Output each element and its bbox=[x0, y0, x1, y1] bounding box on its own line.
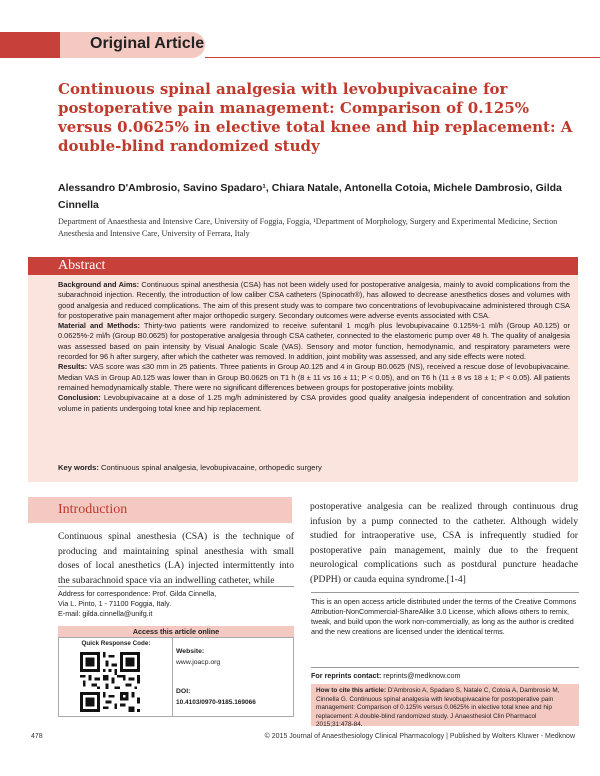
abstract-header bbox=[28, 257, 578, 275]
affiliations: Department of Anaesthesia and Intensive Care, University of Foggia, Foggia, ¹Department of Morphology, Surgery and Experimental Medicine, Section Anesthesia and Intensive Care, University of Ferrara, Italy bbox=[58, 217, 558, 238]
article-type-banner bbox=[0, 32, 600, 58]
abstract-background bbox=[58, 280, 570, 321]
background-text: Continuous spinal anesthesia (CSA) has not been widely used for postoperative analgesia, mainly to avoid complications from the subarachnoid injection. Recently, the introduction of low caliber CSA catheters (Spinocath®), has allowed to decrease anesthetics doses and volumes with good analgesia and reduced complications. The aim of this present study was to compare two concentrations of levobupivacaine administered through CSA for postoperative pain management after major orthopedic surgery. Secondary outcomes were adverse events associated with CSA. bbox=[58, 280, 570, 320]
reprints-email[interactable]: reprints@medknow.com bbox=[381, 671, 461, 680]
abstract-results bbox=[58, 362, 570, 393]
results-text: VAS score was ≤30 mm in 25 patients. Three patients in Group A0.125 and 4 in Group B0.0625 (NS), received a rescue dose of levobupivacaine. Median VAS in Group A0.125 was lower than in Group B0.0625 on T1 h (8 ± 11 vs 16 ± 11; P < 0.05), and on T6 h (11 ± 8 vs 18 ± 1; P < 0.05). All patients remained hemodynamically stable. There were no significant differences between groups for postoperative joints mobility. bbox=[58, 362, 570, 392]
abstract-methods bbox=[58, 321, 570, 362]
banner-tab bbox=[60, 32, 205, 58]
abstract-conclusion bbox=[58, 393, 570, 414]
methods-text: Thirty-two patients were randomized to receive sufentanil 1 mcg/h plus levobupivacaine 0.125%-1 ml/h (Group A0.125) or 0.0625%-2 ml/h (Group B0.0625) for postoperative analgesia through CSA catheter, connected to the elastomeric pump over 48 h. The quality of analgesia was assessed based on pain intensity by Visual Analogic Scale (VAS). Sensory and motor function, hemodynamic, and respiratory parameters were recorded for 96 h after surgery, after which the catheter was removed. In addition, joint mobility was assessed, and any side effects were noted. bbox=[58, 321, 570, 362]
correspondence-email[interactable]: E-mail: gilda.cinnella@unifg.it bbox=[58, 609, 153, 618]
page-number: 478 bbox=[31, 733, 43, 740]
website-label: Website: bbox=[176, 648, 205, 655]
qr-code-icon bbox=[80, 652, 140, 712]
license-text: This is an open access article distributed under the terms of the Creative Commons Attribution-NonCommercial-ShareAlike 3.0 License, which allows others to remix, tweak, and build upon the work non-commercially, as long as the author is credited and the new creations are licensed under the identical terms. bbox=[311, 592, 579, 637]
abstract-body bbox=[58, 280, 570, 414]
author-list: Alessandro D'Ambrosio, Savino Spadaro¹, Chiara Natale, Antonella Cotoia, Michele Dambrosio, Gilda Cinnella bbox=[58, 182, 562, 211]
keywords-label: Key words: bbox=[58, 463, 99, 472]
reprints-label: For reprints contact: bbox=[311, 671, 382, 680]
access-divider bbox=[172, 638, 173, 717]
introduction-left-text: Continuous spinal anesthesia (CSA) is the technique of producing and maintaining spinal anesthesia with small doses of local anesthetics (LA) injected intermittently into the subarachnoid space via an indwelling catheter, while bbox=[58, 531, 294, 586]
keywords bbox=[58, 463, 570, 472]
results-label: Results: bbox=[58, 362, 88, 372]
introduction-header bbox=[28, 497, 292, 523]
article-type-label: Original Article bbox=[90, 35, 205, 52]
article-title: Continuous spinal analgesia with levobupivacaine for postoperative pain management: Comparison of 0.125% versus 0.0625% in elective total knee and hip replacement: A double-blind randomized study bbox=[58, 80, 573, 155]
background-label: Background and Aims: bbox=[58, 280, 140, 289]
website-link[interactable]: www.joacp.org bbox=[176, 659, 221, 666]
banner-rule bbox=[205, 57, 600, 58]
correspondence-line-1: Address for correspondence: Prof. Gilda Cinnella, bbox=[58, 589, 217, 598]
citation-text: D'Ambrosio A, Spadaro S, Natale C, Cotoia A, Dambrosio M, Cinnella G. Continuous spinal analgesia with levobupivacaine for postoperative pain management: Comparison of 0.125% versus 0.0625% in elective total knee and hip replacement: A double-blind randomized study. J Anaesthesiol Clin Pharmacol 2015;31:478-84. bbox=[316, 687, 560, 729]
reprints-info bbox=[311, 667, 579, 680]
keywords-text: Continuous spinal analgesia, levobupivacaine, orthopedic surgery bbox=[98, 463, 322, 472]
citation-label: How to cite this article: bbox=[316, 687, 386, 694]
citation-box bbox=[311, 684, 579, 729]
conclusion-text: Levobupivacaine at a dose of 1.25 mg/h administered by CSA provides good quality analgesia independent of concentration and solution volume in patients undergoing total knee and hip replacement. bbox=[58, 393, 570, 413]
correspondence-block bbox=[58, 586, 294, 619]
abstract-heading: Abstract bbox=[58, 258, 106, 273]
banner-accent bbox=[0, 32, 64, 58]
conclusion-label: Conclusion: bbox=[58, 393, 101, 403]
copyright-line: © 2015 Journal of Anaesthesiology Clinical Pharmacology | Published by Wolters Kluwer - Medknow bbox=[264, 733, 575, 740]
qr-code-label: Quick Response Code: bbox=[81, 640, 151, 647]
access-online-heading: Access this article online bbox=[58, 626, 294, 637]
correspondence-line-2: Via L. Pinto, 1 - 71100 Foggia, Italy. bbox=[58, 599, 172, 608]
introduction-heading: Introduction bbox=[58, 502, 128, 517]
doi-label: DOI: bbox=[176, 688, 191, 695]
introduction-right-text: postoperative analgesia can be realized through continuous drug infusion by a pump connected to the catheter. Although widely studied for intraoperative use, CSA is infrequently studied for postoperative pain management, mainly due to the frequent neurological complications such as postdural puncture headache (PDPH) or cauda equina syndrome.[1-4] bbox=[310, 501, 578, 585]
doi-link[interactable]: 10.4103/0970-9185.169066 bbox=[176, 699, 256, 706]
methods-label: Material and Methods: bbox=[58, 321, 140, 331]
